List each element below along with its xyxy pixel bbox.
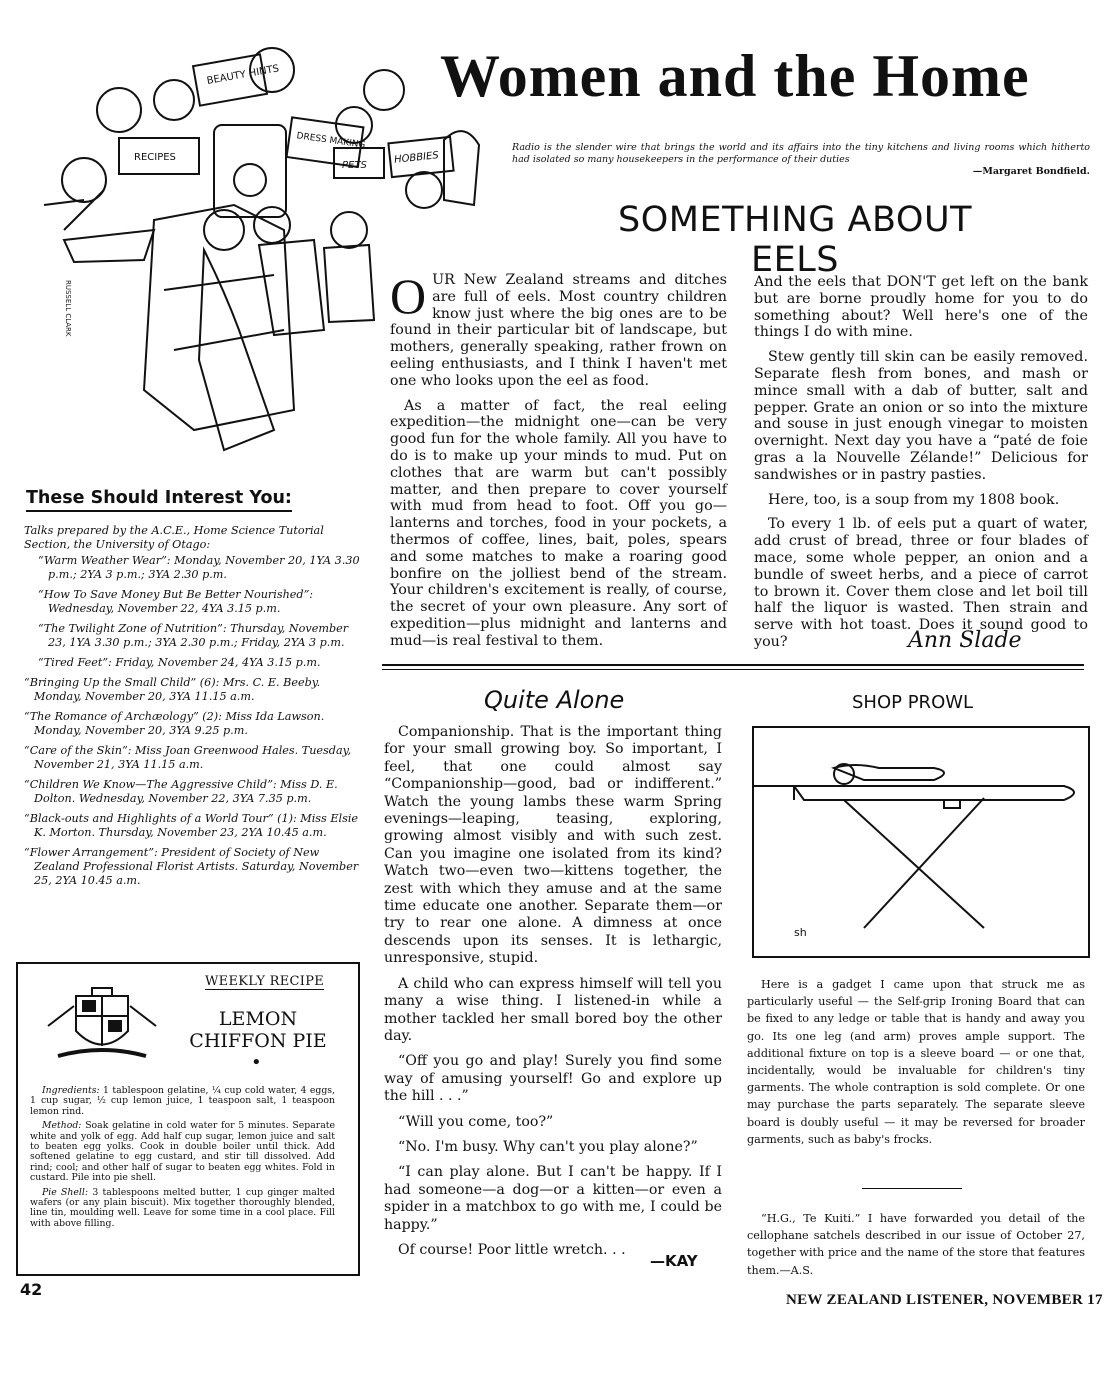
recipe-body <box>30 1086 335 1233</box>
quite-alone-paragraph: “No. I'm busy. Why can't you play alone?” <box>398 1138 698 1155</box>
label-beauty-hints: BEAUTY HINTS <box>205 63 280 87</box>
quite-alone-paragraph: A child who can express himself will tell you many a wise thing. I listened-in while a mother tackled her small bored boy the other day. <box>384 975 722 1044</box>
shop-prowl-text <box>747 976 1085 1148</box>
quite-alone-paragraph: Of course! Poor little wretch. . . <box>398 1241 626 1258</box>
label-pets: PETS <box>342 160 367 171</box>
artist-credit: RUSSELL CLARK <box>64 280 72 337</box>
interest-item: “The Twilight Zone of Nutrition”: Thursday, November 23, 1YA 3.30 p.m.; 3YA 2.30 p.m.; Friday, 2YA 3 p.m. <box>38 622 349 649</box>
page-footer: NEW ZEALAND LISTENER, NOVEMBER 17 <box>786 1292 1103 1308</box>
label-recipes: RECIPES <box>134 152 176 163</box>
interest-item: “The Romance of Archæology” (2): Miss Ida Lawson. Monday, November 20, 3YA 9.25 p.m. <box>24 710 325 737</box>
shop-prowl-heading: SHOP PROWL <box>852 692 974 713</box>
eels-paragraph: To every 1 lb. of eels put a quart of water, add crust of bread, three or four blades of mace, some whole pepper, an onion and a bundle of sweet herbs, and a piece of carrot to brown it. Cover them close and let boil till half the liquor is wasted. Then strain and serve with hot toast. Does it sound good to you? <box>754 516 1088 650</box>
eels-right-column <box>754 274 1088 659</box>
figure-initials: sh <box>794 926 807 939</box>
eels-dropcap: O <box>390 268 427 324</box>
recipe-ingredients: 1 tablespoon gelatine, ¼ cup cold water, 4 eggs, 1 cup sugar, ½ cup lemon juice, 1 teaspoon salt, 1 teaspoon lemon rind. <box>30 1085 335 1117</box>
interest-item: “Flower Arrangement”: President of Society of New Zealand Professional Florist Artists. Saturday, November 25, 2YA 10.45 a.m. <box>24 846 359 887</box>
eels-paragraph: UR New Zealand streams and ditches are full of eels. Most country children know just where the big ones are to be found in their particular bit of landscape, but mothers, generally speaking, rather frown on eeling enthusiasts, and I think I haven't met one who looks upon the eel as food. <box>390 272 727 389</box>
eels-paragraph: Here, too, is a soup from my 1808 book. <box>768 491 1060 508</box>
interest-intro: Talks prepared by the A.C.E., Home Science Tutorial Section, the University of Otago: <box>24 524 324 551</box>
page-number: 42 <box>20 1280 43 1299</box>
eels-paragraph: Stew gently till skin can be easily removed. Separate flesh from bones, and mash or mince small with a dab of butter, salt and pepper. Grate an onion or so into the mixture and souse in just enough vinegar to moisten overnight. Next day you have a “paté de foie gras a la Nouvelle Zélande!” Delicious for sandwishes or in pastry pasties. <box>754 349 1088 483</box>
recipe-name: LEMON CHIFFON PIE <box>189 1008 327 1052</box>
interest-item: “Bringing Up the Small Child” (6): Mrs. C. E. Beeby. Monday, November 20, 3YA 11.15 a.m. <box>24 676 321 703</box>
eels-signature: Ann Slade <box>908 628 1022 653</box>
ironing-board-figure <box>752 726 1090 958</box>
recipe-label: WEEKLY RECIPE <box>205 974 325 989</box>
epigraph: Radio is the slender wire that brings the world and its affairs into the tiny kitchens and living rooms which hitherto had isolated so many housekeepers in the performance of their duties <box>512 142 1090 165</box>
epigraph-attribution: —Margaret Bondfield. <box>972 166 1090 177</box>
crest-icon <box>38 986 166 1066</box>
interest-item: “Children We Know—The Aggressive Child”: Miss D. E. Dolton. Wednesday, November 22, 3YA 7.35 p.m. <box>24 778 338 805</box>
label-dress-making: DRESS MAKING <box>295 131 366 151</box>
interest-item: “Warm Weather Wear”: Monday, November 20, 1YA 3.30 p.m.; 2YA 3 p.m.; 3YA 2.30 p.m. <box>38 554 360 581</box>
shop-reply-text: “H.G., Te Kuiti.” I have forwarded you detail of the cellophane satchels described in our issue of October 27, together with price and the name of the store that features them.—A.S. <box>747 1212 1085 1277</box>
recipe-bullet: • <box>251 1052 262 1073</box>
quite-alone-paragraph: “Will you come, too?” <box>398 1113 554 1130</box>
recipe-shell-label: Pie Shell: <box>42 1186 88 1198</box>
quite-alone-paragraph: “I can play alone. But I can't be happy. If I had someone—a dog—or a kitten—or even a spider in a matchbox to go with me, I could be happy.” <box>384 1164 722 1233</box>
interest-item: “Tired Feet”: Friday, November 24, 4YA 3.15 p.m. <box>38 656 321 669</box>
quite-alone-signoff: —KAY <box>650 1252 698 1270</box>
quite-alone-column <box>384 724 722 1267</box>
quite-alone-paragraph: “Off you go and play! Surely you find some way of amusing yourself! Go and explore up the hill . . .” <box>384 1053 722 1105</box>
eels-heading: SOMETHING ABOUT EELS <box>618 200 972 280</box>
quite-alone-paragraph: Companionship. That is the important thing for your small growing boy. So important, I feel, that one could almost say “Companionship—good, bad or indifferent.” Watch the young lambs these warm Spring evenings—leaping, teasing, exploring, growing almost visibly and with such zest. Can you imagine one isolated from its kind? Watch two—even two—kittens together, the zest with which they amuse and at the same time educate one another. Separate them—or try to rear one alone. A dimness at once descends upon its senses. It is lethargic, unresponsive, stupid. <box>384 724 722 967</box>
section-divider <box>382 664 1084 666</box>
shop-divider <box>862 1188 962 1189</box>
eels-left-column <box>390 268 727 658</box>
interest-item: “How To Save Money But Be Better Nourished”: Wednesday, November 22, 4YA 3.15 p.m. <box>38 588 314 615</box>
interest-item: “Care of the Skin”: Miss Joan Greenwood Hales. Tuesday, November 21, 3YA 11.15 a.m. <box>24 744 352 771</box>
recipe-method: Soak gelatine in cold water for 5 minutes. Separate white and yolk of egg. Add half cup sugar, lemon juice and salt to beaten egg yolks. Cook in double boiler until thick. Add softened gelatine to egg custard, and stir till dissolved. Add rind; cool; and other half of sugar to beaten egg whites. Fold in custard. Pile into pie shell. <box>30 1120 335 1184</box>
shop-paragraph: Here is a gadget I came upon that struck me as particularly useful — the Self-grip Ironing Board that can be fixed to any ledge or table that is handy and away you go. Its one leg (and arm) proves ample support. The additional fixture on top is a sleeve board — or one that, incidentally, would be invaluable for children's tiny garments. The whole contraption is sold complete. Or one may purchase the parts separately. The separate sleeve board is doubly useful — it may be reversed for broader garments, such as baby's frocks. <box>747 978 1085 1146</box>
recipe-method-label: Method: <box>42 1120 82 1132</box>
recipe-ingredients-label: Ingredients: <box>42 1085 100 1096</box>
quite-alone-heading: Quite Alone <box>484 686 625 714</box>
eels-paragraph: As a matter of fact, the real eeling expedition—the midnight one—can be very good fun for the whole family. All you have to do is to make up your minds to mud. Put on clothes that are warm but can't possibly matter, and then prepare to cover yourself with mud from head to foot. Off you go—lanterns and torches, food in your pockets, a thermos of coffee, lines, bait, poles, spears and some matches to make a roaring good bonfire on the jolliest bend of the stream. Your children's excitement is really, of course, the secret of your own pleasure. Any sort of expedition—plus midnight and lanterns and mud—is real festival to them. <box>390 397 727 649</box>
recipe-shell: 3 tablespoons melted butter, 1 cup ginger malted wafers (or any plain biscuit). Mix together thoroughly blended, line tin, moulding well. Leave for some time in a cool place. Fill with above filling. <box>30 1186 335 1229</box>
interest-list <box>24 524 360 894</box>
interest-item: “Black-outs and Highlights of a World Tour” (1): Miss Elsie K. Morton. Thursday, November 23, 2YA 10.45 a.m. <box>24 812 359 839</box>
label-hobbies: HOBBIES <box>393 150 440 166</box>
page-title: Women and the Home <box>440 43 1030 109</box>
eels-paragraph: And the eels that DON'T get left on the bank but are borne proudly home for you to do something about? Well here's one of the things I do with mine. <box>754 274 1088 341</box>
section-divider <box>382 669 1084 670</box>
shop-reply <box>747 1210 1085 1279</box>
interest-heading: These Should Interest You: <box>26 488 292 512</box>
